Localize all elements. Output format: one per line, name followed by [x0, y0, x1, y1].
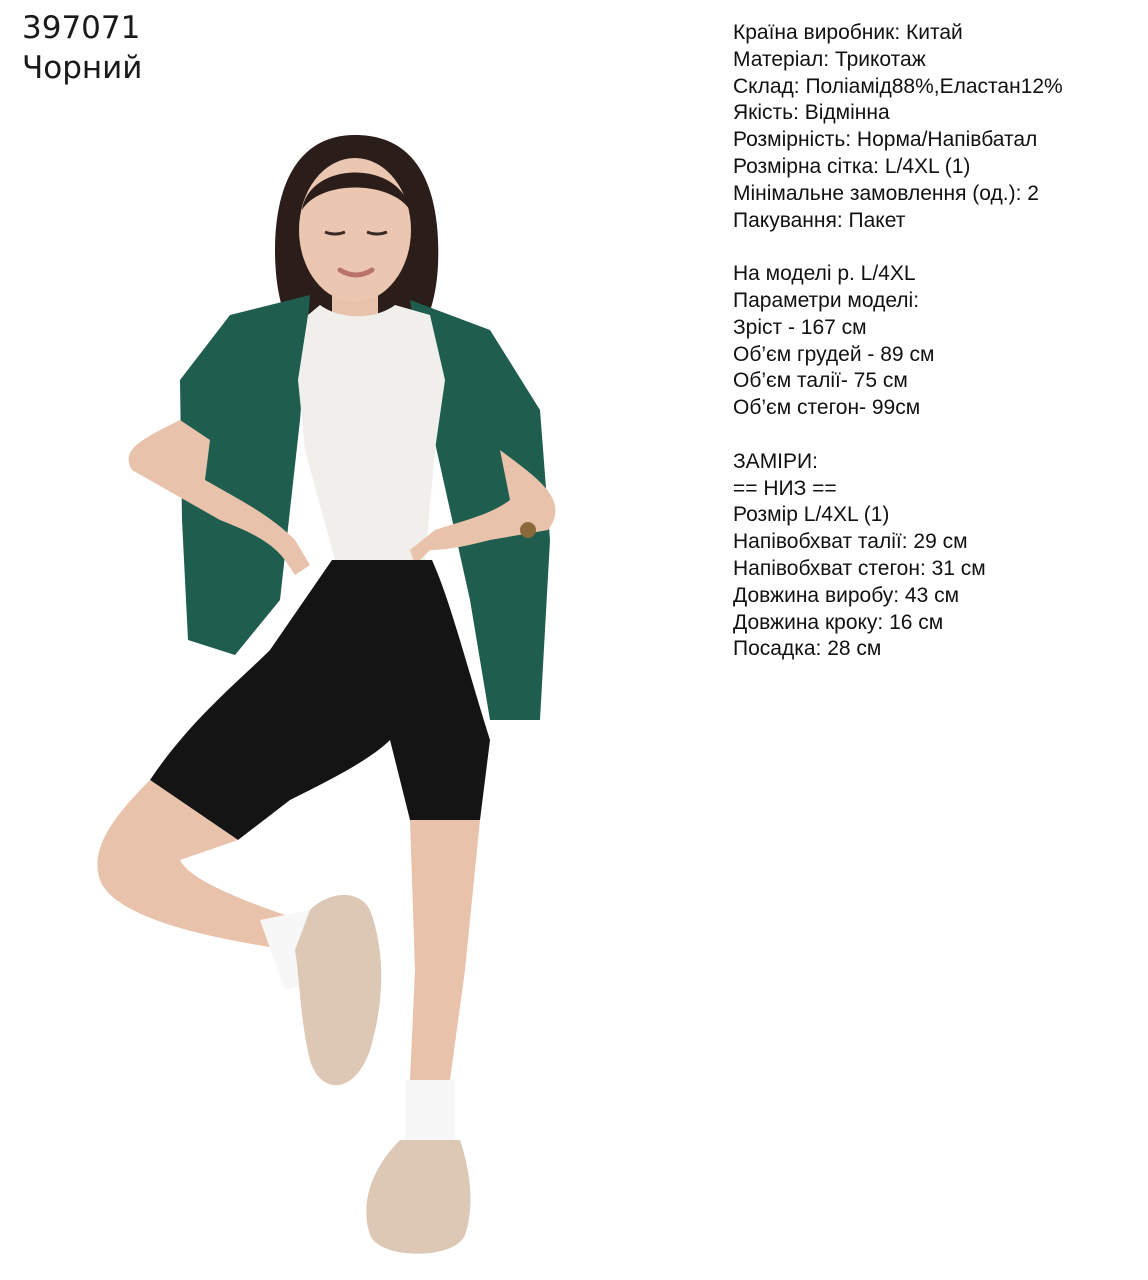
- spacer: [733, 234, 1143, 261]
- model-waist: Об’єм талії- 75 см: [733, 369, 908, 393]
- model-height: Зріст - 167 см: [733, 315, 867, 339]
- model-right-leg: [410, 820, 480, 1080]
- measurements-length: Довжина виробу: 43 см: [733, 583, 960, 607]
- product-color: Чорний: [22, 50, 143, 86]
- product-header: [22, 8, 142, 88]
- spec-composition: Склад: Поліамід88%,Еластан12%: [733, 74, 1063, 98]
- white-top: [298, 305, 445, 560]
- model-size: На моделі р. L/4XL: [733, 262, 916, 286]
- spec-country: Країна виробник: Китай: [733, 21, 963, 44]
- spec-material: Матеріал: Трикотаж: [733, 47, 926, 71]
- product-sku: 397071: [22, 10, 141, 46]
- measurements-size: Розмір L/4XL (1): [733, 503, 890, 527]
- left-sneaker: [295, 895, 381, 1085]
- right-sneaker: [366, 1140, 470, 1254]
- model-params-title: Параметри моделі:: [733, 288, 920, 312]
- spec-packaging: Пакування: Пакет: [733, 208, 906, 232]
- measurements-half-hips: Напівобхват стегон: 31 см: [733, 556, 986, 580]
- wristwatch: [520, 522, 536, 538]
- model-chest: Об’єм грудей - 89 см: [733, 342, 935, 366]
- measurements-rise: Посадка: 28 см: [733, 637, 882, 661]
- spec-quality: Якість: Відмінна: [733, 101, 890, 125]
- spec-min-order: Мінімальне замовлення (од.): 2: [733, 181, 1039, 205]
- product-photo: [70, 120, 630, 1270]
- product-specs: [733, 20, 1143, 663]
- measurements-inseam: Довжина кроку: 16 см: [733, 610, 944, 634]
- model-hips: Об’єм стегон- 99см: [733, 396, 921, 420]
- measurements-section: == НИЗ ==: [733, 476, 837, 500]
- measurements-half-waist: Напівобхват талії: 29 см: [733, 530, 968, 554]
- right-sock: [405, 1080, 455, 1150]
- measurements-title: ЗАМІРИ:: [733, 449, 818, 473]
- spec-sizing: Розмірність: Норма/Напівбатал: [733, 128, 1038, 152]
- spacer: [733, 422, 1143, 449]
- spec-size-grid: Розмірна сітка: L/4XL (1): [733, 154, 971, 178]
